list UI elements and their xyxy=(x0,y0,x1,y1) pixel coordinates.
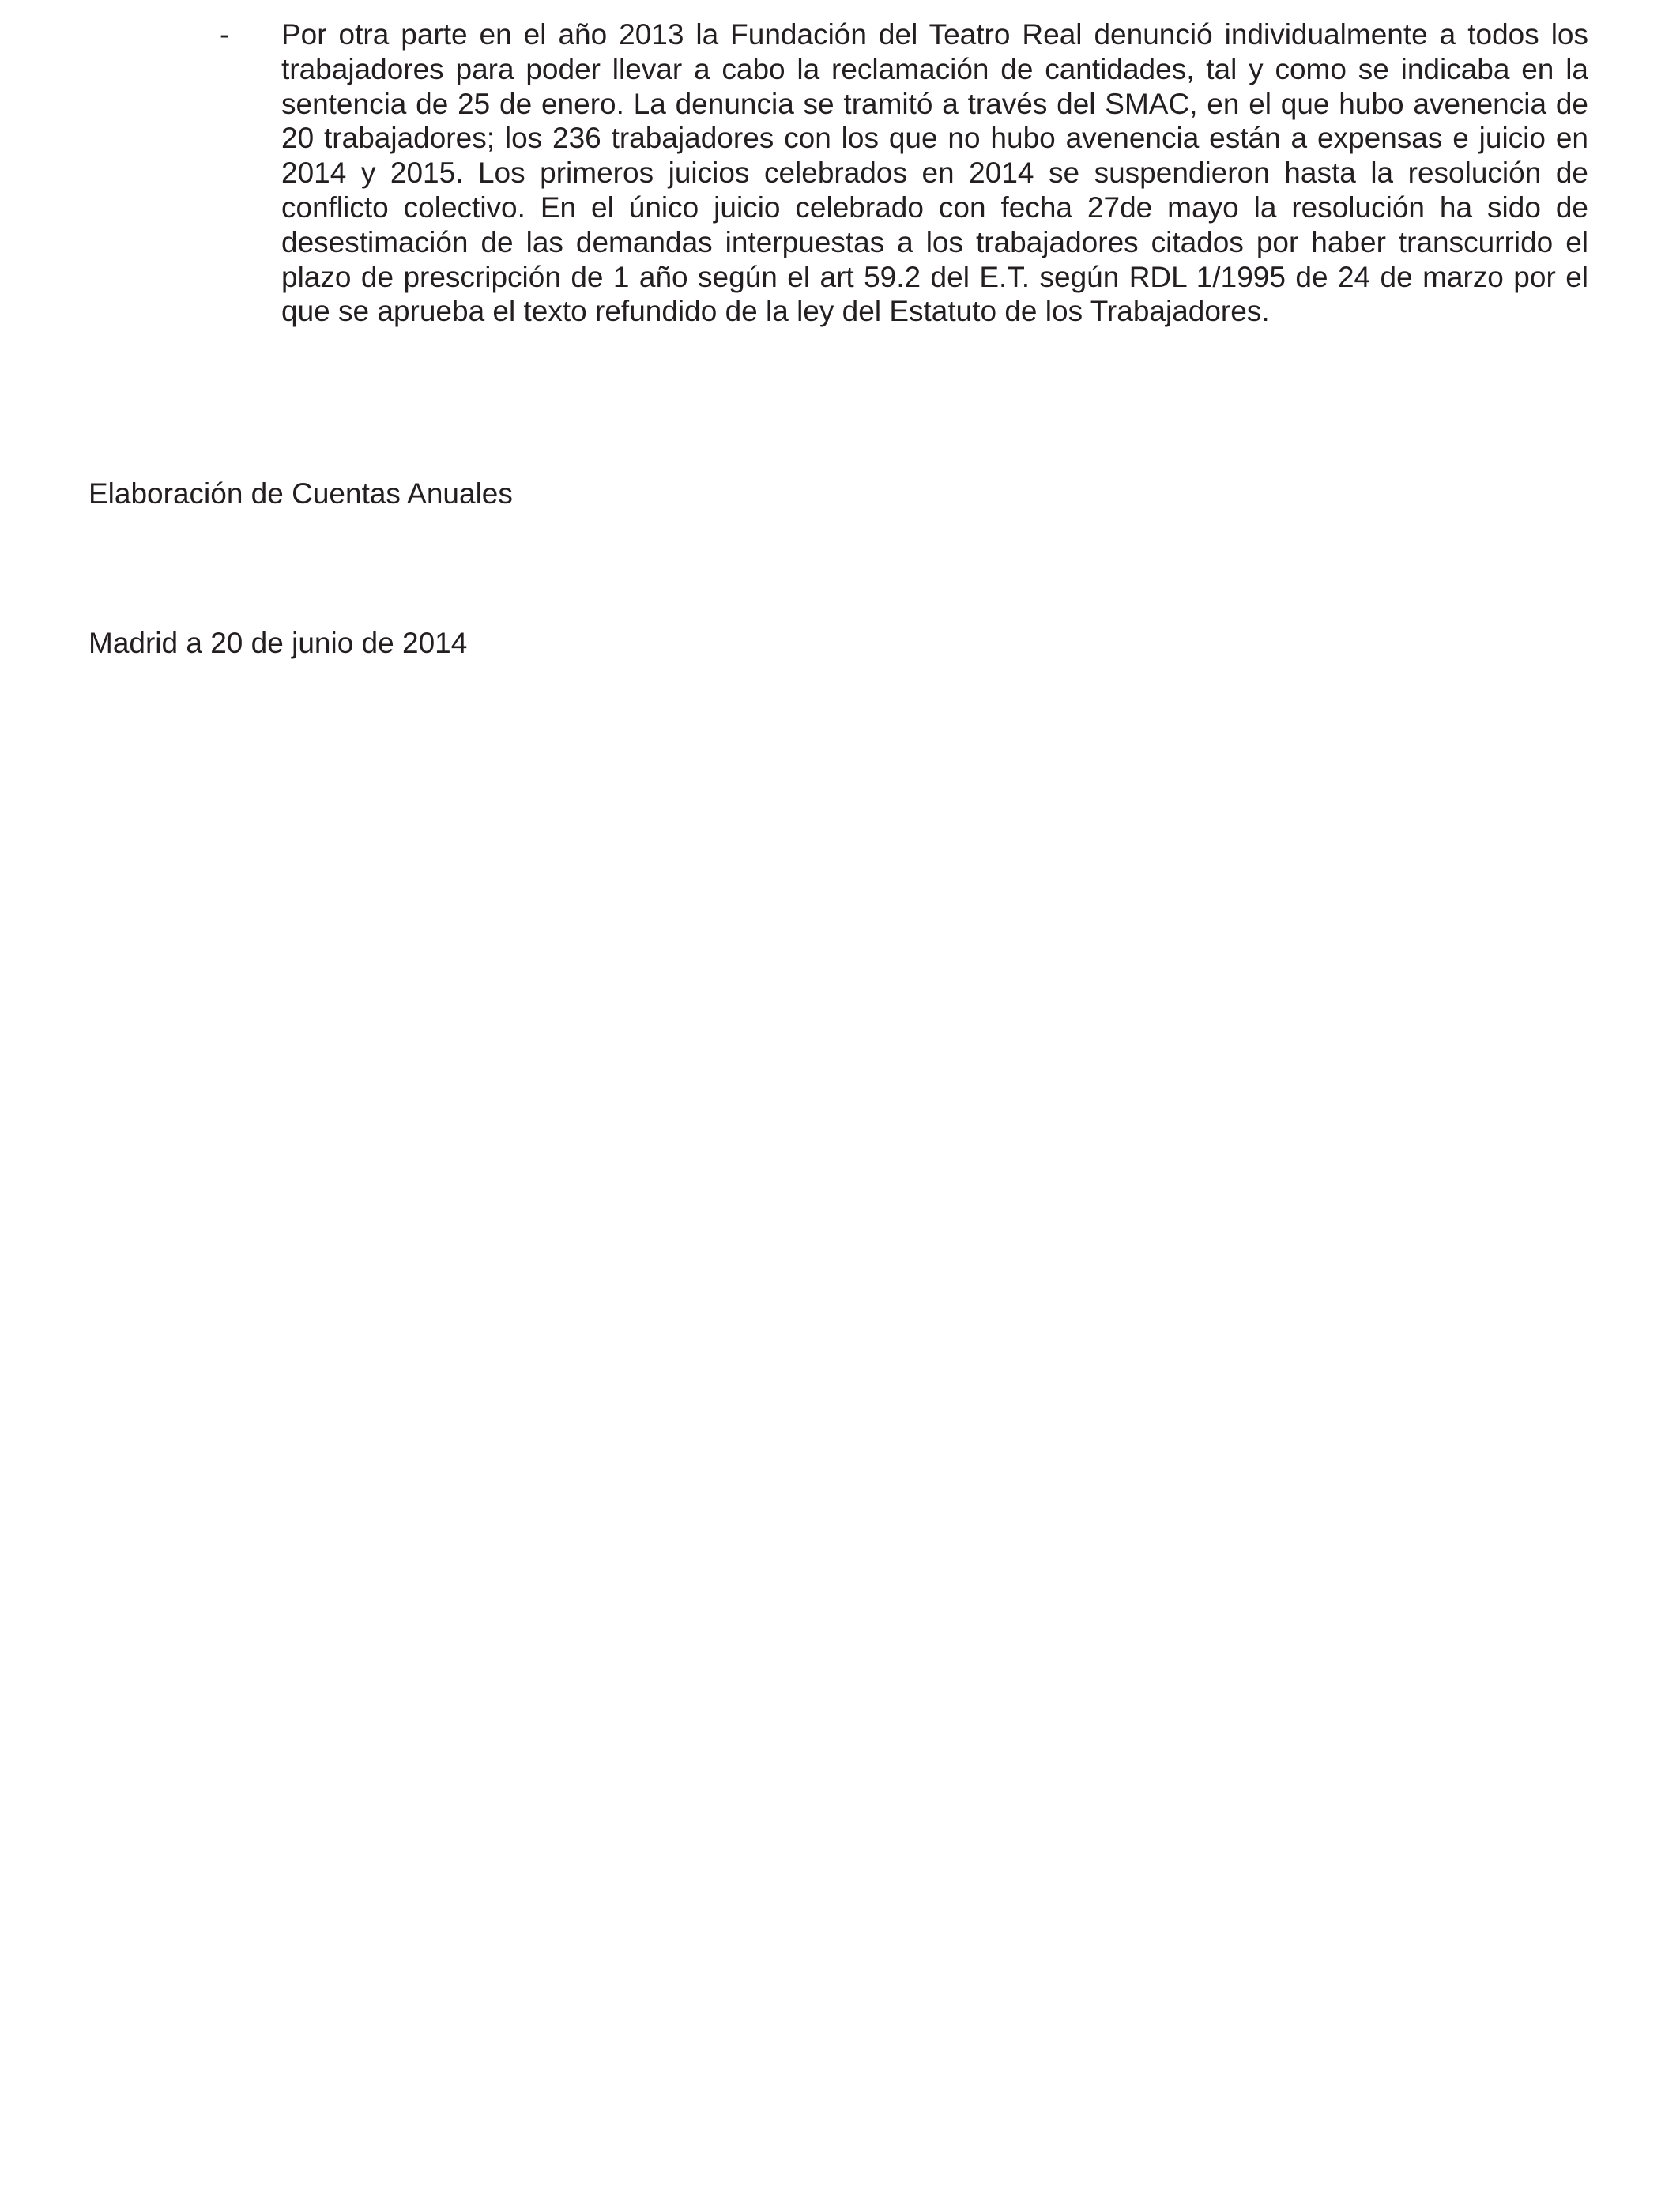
bullet-marker: - xyxy=(220,18,230,51)
bullet-paragraph: Por otra parte en el año 2013 la Fundación del Teatro Real denunció individualmente a todos los trabajadores para poder llevar a cabo la reclamación de cantidades, tal y como se indicaba en la sentencia de 25 de enero. La denuncia se tramitó a través del SMAC, en el que hubo avenencia de 20 trabajadores; los 236 trabajadores con los que no hubo avenencia están a expensas e juicio en 2014 y 2015. Los primeros juicios celebrados en 2014 se suspendieron hasta la resolución de conflicto colectivo. En el único juicio celebrado con fecha 27de mayo la resolución ha sido de desestimación de las demandas interpuestas a los trabajadores citados por haber transcurrido el plazo de prescripción de 1 año según el art 59.2 del E.T. según RDL 1/1995 de 24 de marzo por el que se aprueba el texto refundido de la ley del Estatuto de los Trabajadores. xyxy=(281,18,1588,328)
place-date-line: Madrid a 20 de junio de 2014 xyxy=(89,627,468,659)
section-title: Elaboración de Cuentas Anuales xyxy=(89,477,513,510)
